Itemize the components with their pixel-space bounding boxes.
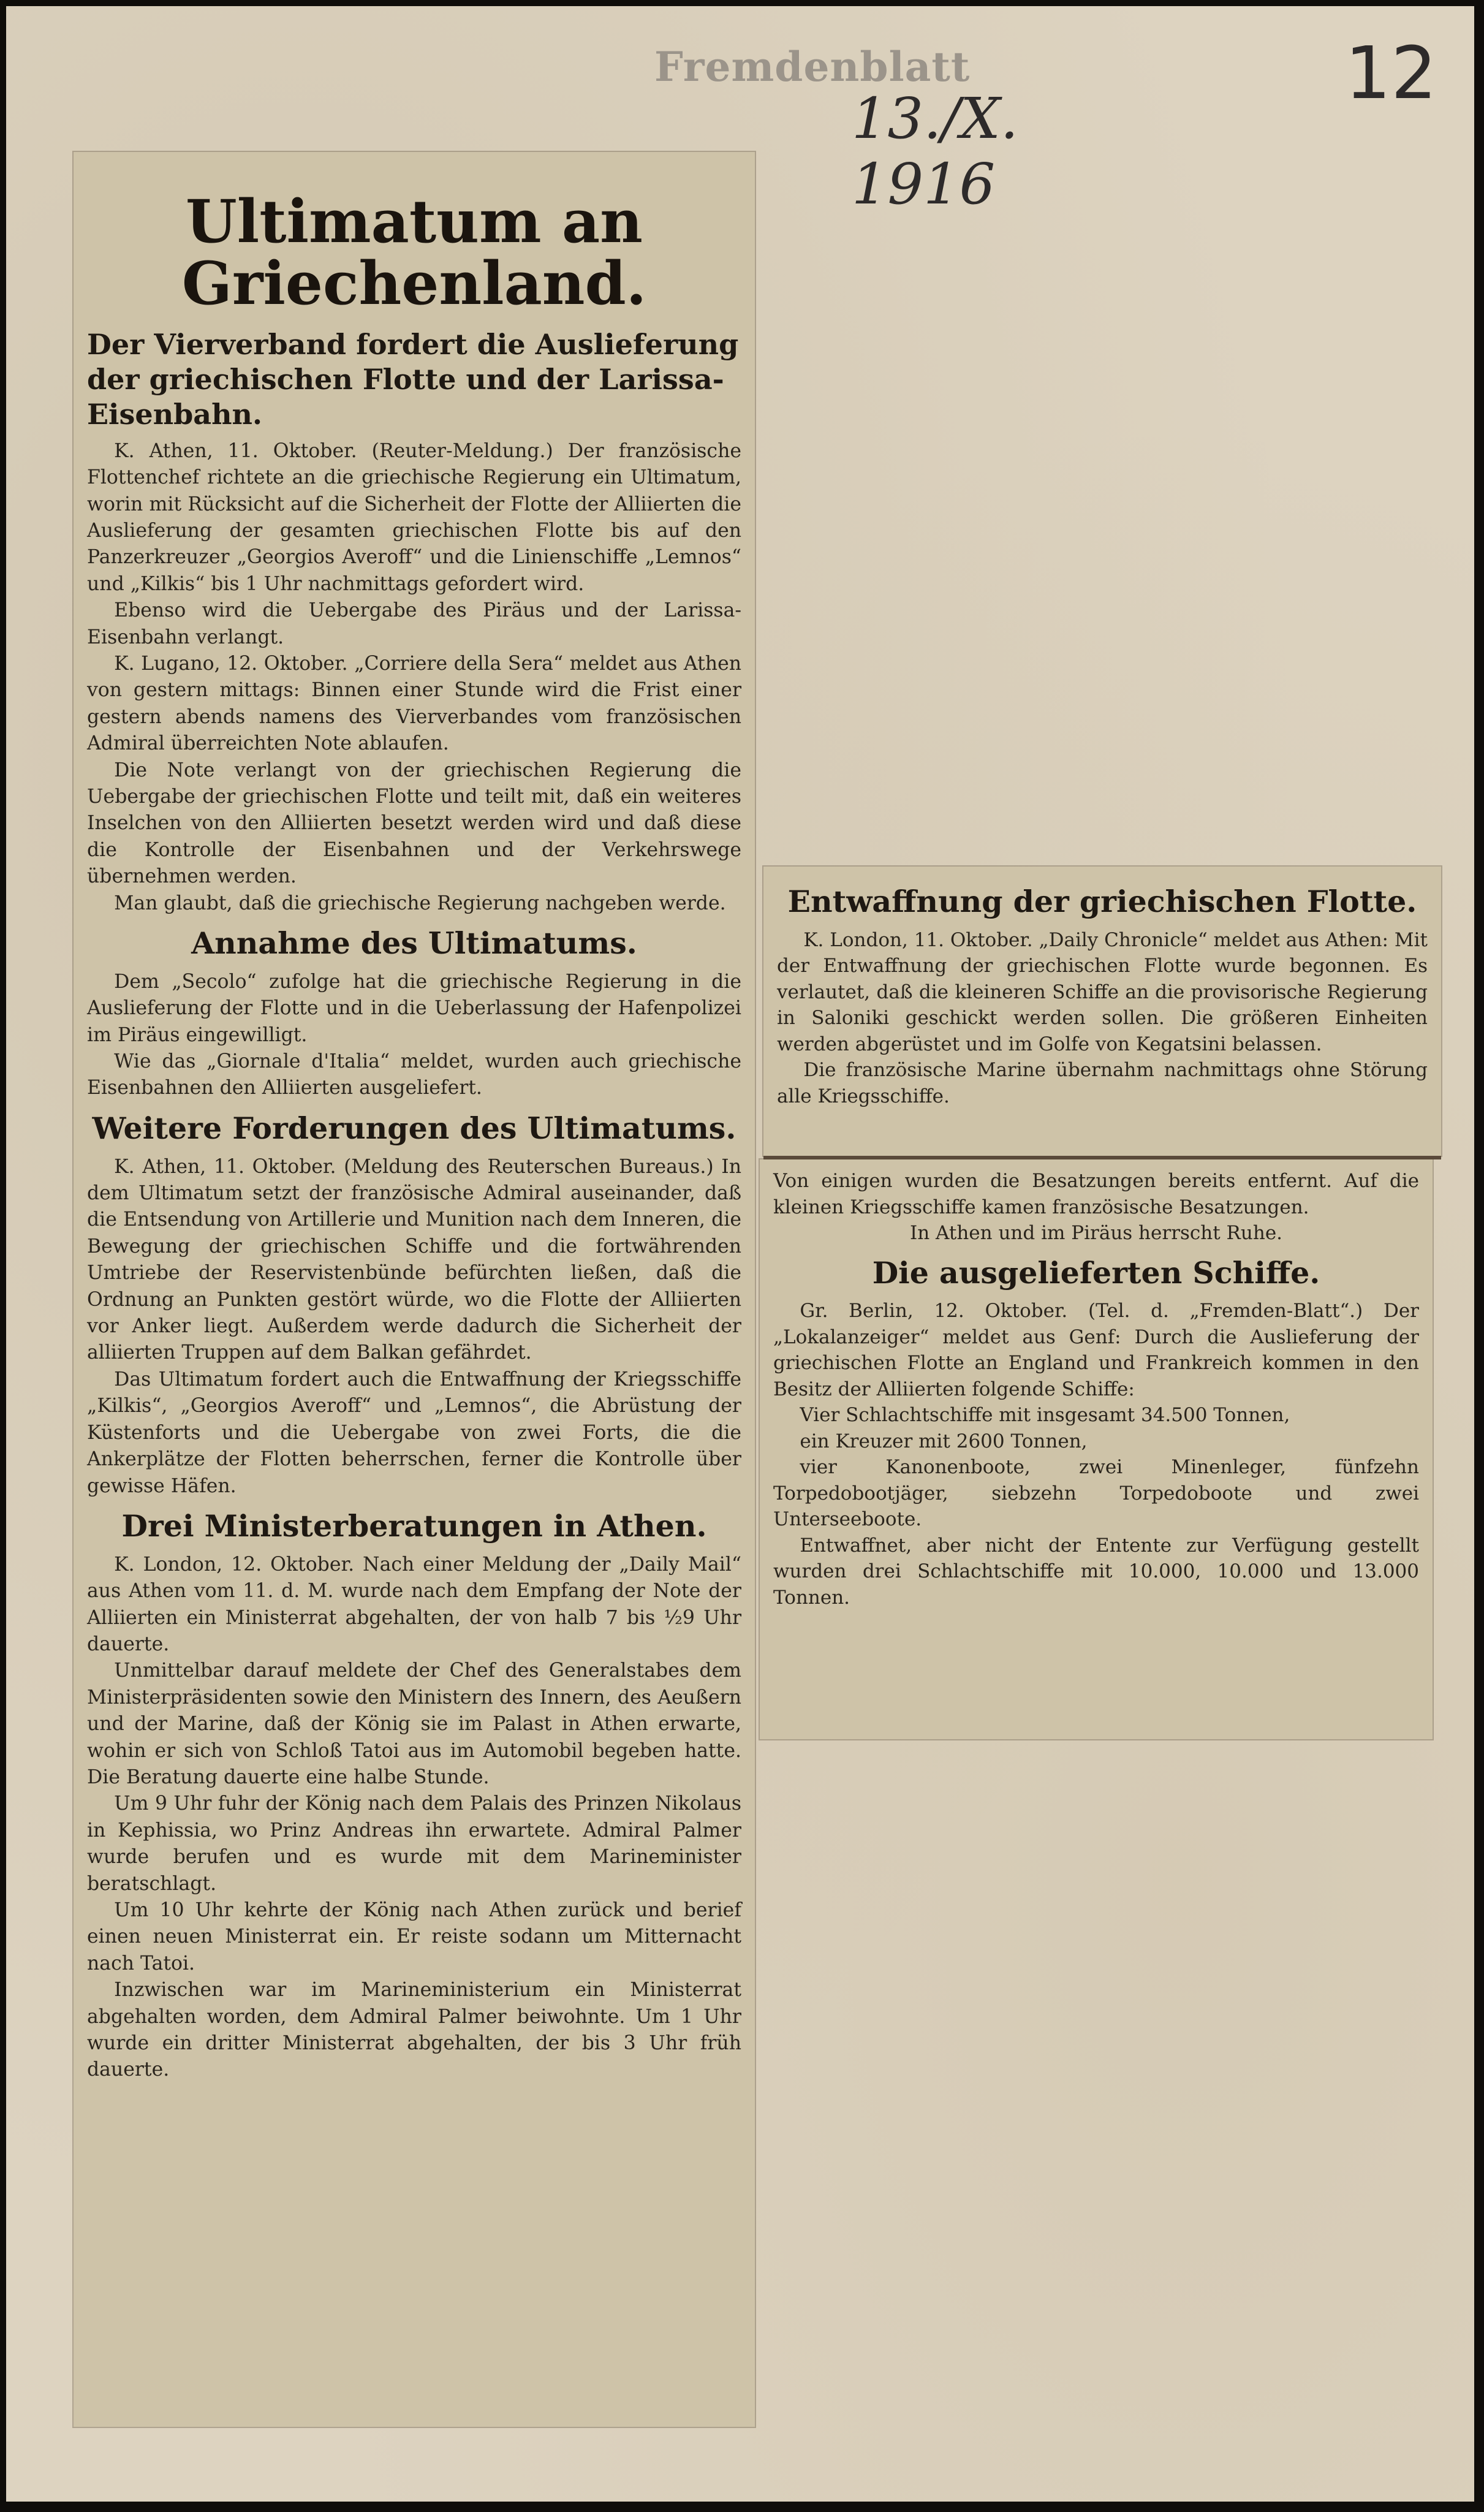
paragraph: Dem „Secolo“ zufolge hat die griechische Regierung in die Auslieferung der Flotte und in die Ueberlassung der Hafenpolizei im Piräus eingewilligt. — [87, 970, 741, 1046]
paragraph: Gr. Berlin, 12. Oktober. (Tel. d. „Fremden-Blatt“.) Der „Lokalanzeiger“ meldet aus Genf: Durch die Auslieferung der griechischen Flotte an England und Frankreich kommen in den Besitz der Alliierten folgende Schiffe: — [773, 1300, 1419, 1400]
section-heading: Annahme des Ultimatums. — [191, 925, 637, 961]
paragraph: K. London, 11. Oktober. „Daily Chronicle“ meldet aus Athen: Mit der Entwaffnung der griechischen Flotte wurde begonnen. Es verlautet, daß die kleineren Schiffe an die provisorische Regierung in Saloniki geschickt werden sollen. Die größeren Einheiten werden abgerüstet und im Golfe von Kegatsini belassen. — [777, 928, 1428, 1055]
paragraph: vier Kanonenboote, zwei Minenleger, fünfzehn Torpedobootjäger, siebzehn Torpedoboote und zwei Unterseeboote. — [773, 1456, 1419, 1531]
paragraph: K. Athen, 11. Oktober. (Meldung des Reuterschen Bureaus.) In dem Ultimatum setzt der französische Admiral auseinander, daß die Entsendung von Artillerie und Munition nach dem Inneren, die Bewegung der griechischen Schiffe und die fortwährenden Umtriebe der Reservistenbünde befürchten ließen, daß die Ordnung an Punkten gestört würde, wo die Flotte der Alliierten vor Anker liegt. Außerdem werde dadurch die Sicherheit der alliierten Truppen auf dem Balkan gefährdet. — [87, 1155, 741, 1364]
paragraph: Von einigen wurden die Besatzungen bereits entfernt. Auf die kleinen Kriegsschiffe kamen französische Besatzungen. — [773, 1170, 1419, 1218]
paragraph: Das Ultimatum fordert auch die Entwaffnung der Kriegsschiffe „Kilkis“, „Georgios Averoff“ und „Lemnos“, die Abrüstung der Küstenforts und die Uebergabe von zwei Forts, die die Ankerplätze der Flotten beherrschen, ferner die Kontrolle über gewisse Häfen. — [87, 1368, 741, 1497]
subheadline: Der Vierverband fordert die Auslieferung der griechischen Flotte und der Larissa-Eisenbahn. — [87, 327, 739, 431]
clipping-ultimatum — [74, 152, 755, 2427]
paragraph: ein Kreuzer mit 2600 Tonnen, — [800, 1430, 1088, 1452]
paragraph: Vier Schlachtschiffe mit insgesamt 34.500 Tonnen, — [800, 1404, 1290, 1427]
handwritten-date: 13./X. 1916 — [852, 86, 1019, 217]
handwritten-sheet-number: 12 — [1345, 31, 1437, 115]
clipping-delivered-ships — [760, 1159, 1433, 1739]
section-heading: Weitere Forderungen des Ultimatums. — [92, 1110, 736, 1146]
paragraph: Die Note verlangt von der griechischen Regierung die Uebergabe der griechischen Flotte und teilt mit, daß ein weiteres Inselchen von den Alliierten besetzt werden wird und daß diese die Kontrolle der Eisenbahnen und der Verkehrswege übernehmen werden. — [87, 759, 741, 888]
newspaper-stamp: Fremdenblatt — [654, 43, 971, 91]
paragraph: Man glaubt, daß die griechische Regierung nachgeben werde. — [114, 892, 726, 914]
paragraph: Um 9 Uhr fuhr der König nach dem Palais des Prinzen Nikolaus in Kephissia, wo Prinz Andreas ihn erwartete. Admiral Palmer wurde berufen und es wurde mit dem Marineminister beratschlagt. — [87, 1793, 741, 1895]
paragraph: In Athen und im Piräus herrscht Ruhe. — [909, 1222, 1283, 1244]
paragraph: K. London, 12. Oktober. Nach einer Meldung der „Daily Mail“ aus Athen vom 11. d. M. wurde nach dem Empfang der Note der Alliierten ein Ministerrat abgehalten, der von halb 7 bis ½9 Uhr dauerte. — [87, 1553, 741, 1655]
archive-sheet — [6, 6, 1474, 2502]
section-heading: Entwaffnung der griechischen Flotte. — [787, 884, 1417, 919]
paragraph: Ebenso wird die Uebergabe des Piräus und der Larissa-Eisenbahn verlangt. — [87, 599, 741, 648]
paragraph: Entwaffnet, aber nicht der Entente zur Verfügung gestellt wurden drei Schlachtschiffe mit 10.000, 10.000 und 13.000 Tonnen. — [773, 1534, 1419, 1609]
clipping-disarmament — [763, 867, 1441, 1156]
paragraph: K. Lugano, 12. Oktober. „Corriere della Sera“ meldet aus Athen von gestern mittags: Binnen einer Stunde wird die Frist einer gestern abends namens des Vierverbandes vom französischen Admiral überreichten Note ablaufen. — [87, 652, 741, 755]
headline: Ultimatum an Griechenland. — [181, 187, 647, 318]
section-heading: Drei Ministerberatungen in Athen. — [121, 1508, 707, 1544]
paragraph: Inzwischen war im Marineministerium ein Ministerrat abgehalten worden, dem Admiral Palmer beiwohnte. Um 1 Uhr wurde ein dritter Ministerrat abgehalten, der bis 3 Uhr früh dauerte. — [87, 1979, 741, 2081]
paragraph: Wie das „Giornale d'Italia“ meldet, wurden auch griechische Eisenbahnen den Alliierten ausgeliefert. — [87, 1050, 741, 1099]
paragraph: K. Athen, 11. Oktober. (Reuter-Meldung.) Der französische Flottenchef richtete an die griechische Regierung ein Ultimatum, worin mit Rücksicht auf die Sicherheit der Flotte der Alliierten die Auslieferung der gesamten griechischen Flotte bis auf den Panzerkreuzer „Georgios Averoff“ und die Linienschiffe „Lemnos“ und „Kilkis“ bis 1 Uhr nachmittags gefordert wird. — [87, 439, 741, 595]
paragraph: Um 10 Uhr kehrte der König nach Athen zurück und berief einen neuen Ministerrat ein. Er reiste sodann um Mitternacht nach Tatoi. — [87, 1899, 741, 1975]
paragraph: Die französische Marine übernahm nachmittags ohne Störung alle Kriegsschiffe. — [777, 1059, 1428, 1107]
section-heading: Die ausgelieferten Schiffe. — [872, 1254, 1320, 1291]
paragraph: Unmittelbar darauf meldete der Chef des Generalstabes dem Ministerpräsidenten sowie den Ministern des Innern, des Aeußern und der Marine, daß der König sie im Palast in Athen erwarte, wohin er sich von Schloß Tatoi aus im Automobil begeben hatte. Die Beratung dauerte eine halbe Stunde. — [87, 1660, 741, 1788]
